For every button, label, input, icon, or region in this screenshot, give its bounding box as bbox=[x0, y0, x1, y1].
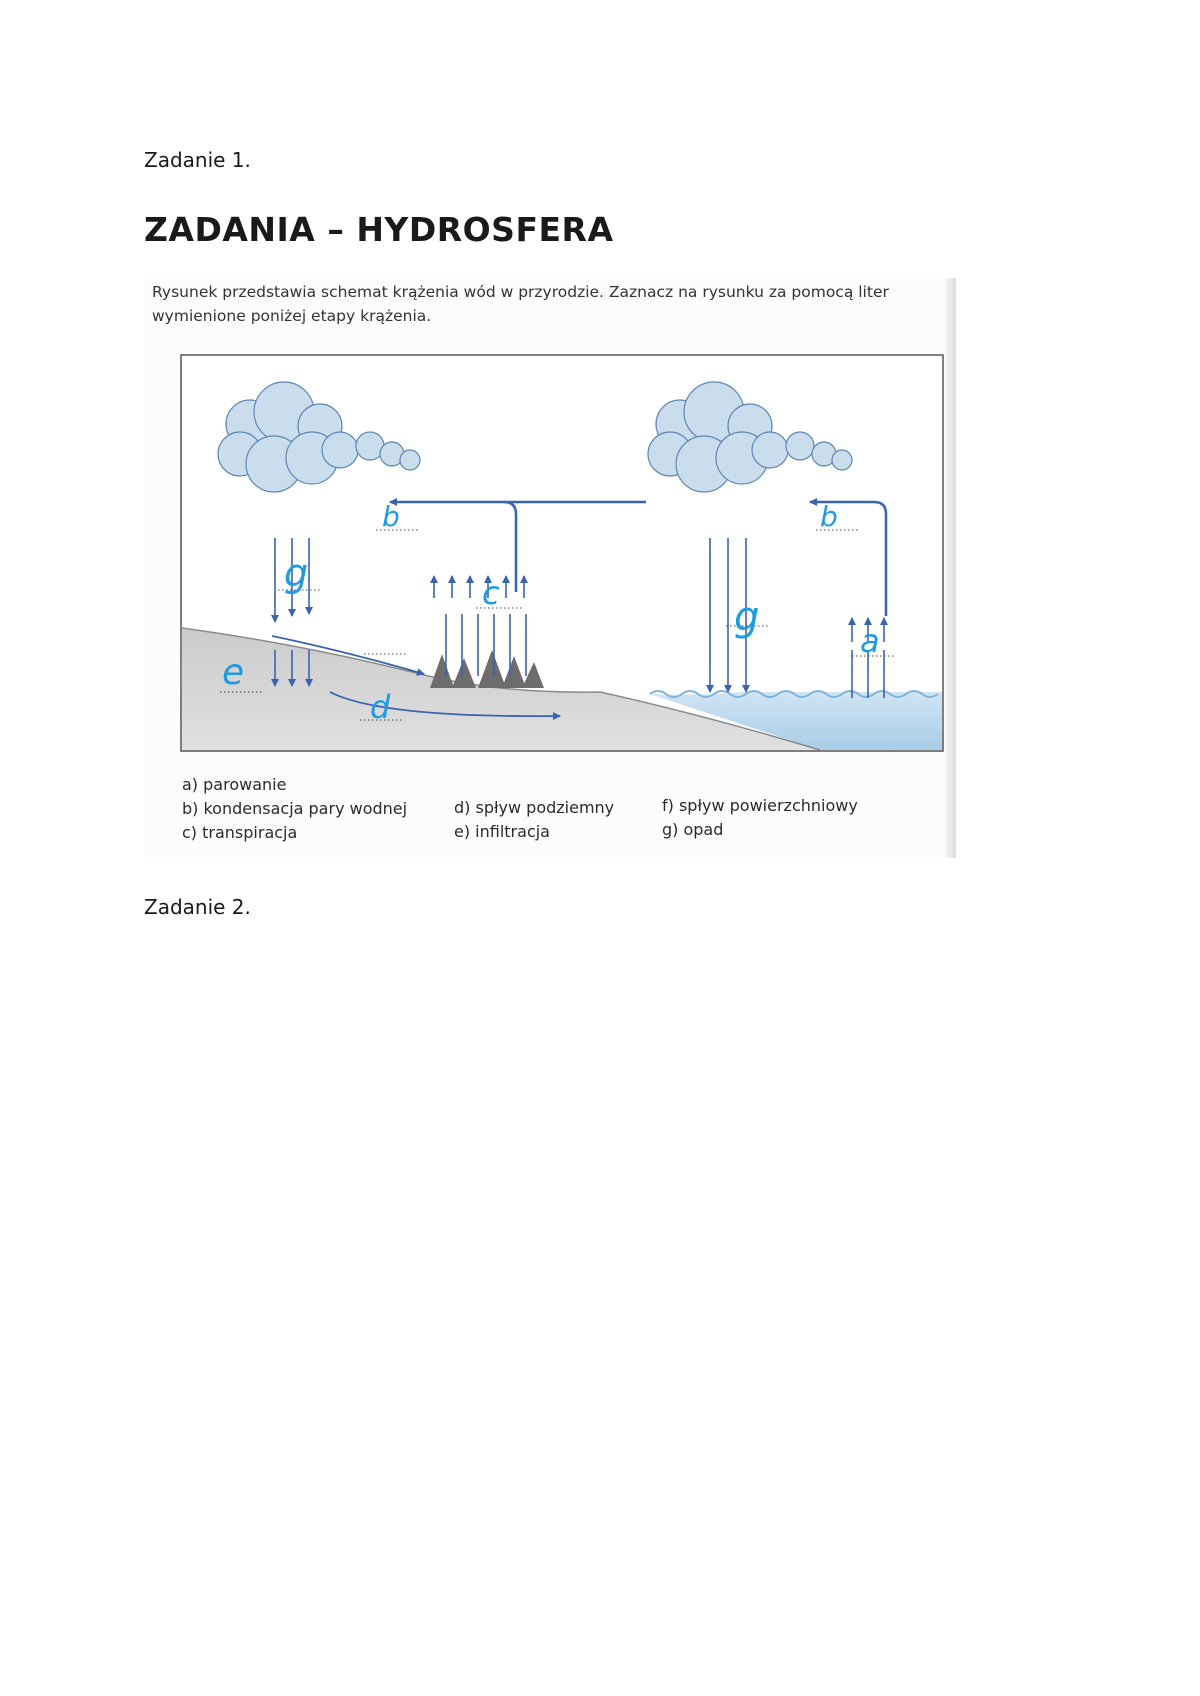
handwritten-e: e bbox=[222, 652, 245, 693]
scanned-exercise bbox=[144, 278, 956, 858]
task-1-heading: Zadanie 1. bbox=[144, 148, 251, 172]
legend-item-a: a) parowanie bbox=[182, 775, 287, 794]
legend-column-1 bbox=[182, 773, 407, 845]
handwritten-c: c bbox=[482, 574, 500, 612]
handwritten-g-land: g bbox=[284, 551, 309, 595]
legend-column-2 bbox=[454, 796, 614, 844]
water-cycle-diagram bbox=[180, 354, 944, 754]
legend-item-f: f) spływ powierzchniowy bbox=[662, 796, 858, 815]
legend-item-g: g) opad bbox=[662, 820, 724, 839]
handwritten-b-right: b bbox=[820, 500, 838, 533]
handwritten-d: d bbox=[370, 688, 391, 726]
task-2-heading: Zadanie 2. bbox=[144, 895, 251, 919]
handwritten-a: a bbox=[860, 622, 880, 660]
handwritten-b-left: b bbox=[382, 500, 400, 533]
handwritten-g-sea: g bbox=[734, 594, 760, 640]
legend-item-e: e) infiltracja bbox=[454, 822, 550, 841]
exercise-instruction: Rysunek przedstawia schemat krążenia wód w przyrodzie. Zaznacz na rysunku za pomocą liter wymienione poniżej etapy krążenia. bbox=[152, 283, 889, 325]
scan-edge-shadow bbox=[946, 278, 956, 858]
page-title: ZADANIA – HYDROSFERA bbox=[144, 210, 614, 249]
legend-item-b: b) kondensacja pary wodnej bbox=[182, 799, 408, 818]
legend-item-c: c) transpiracja bbox=[182, 823, 298, 842]
legend-column-3 bbox=[662, 794, 858, 842]
legend-item-d: d) spływ podziemny bbox=[454, 798, 615, 817]
